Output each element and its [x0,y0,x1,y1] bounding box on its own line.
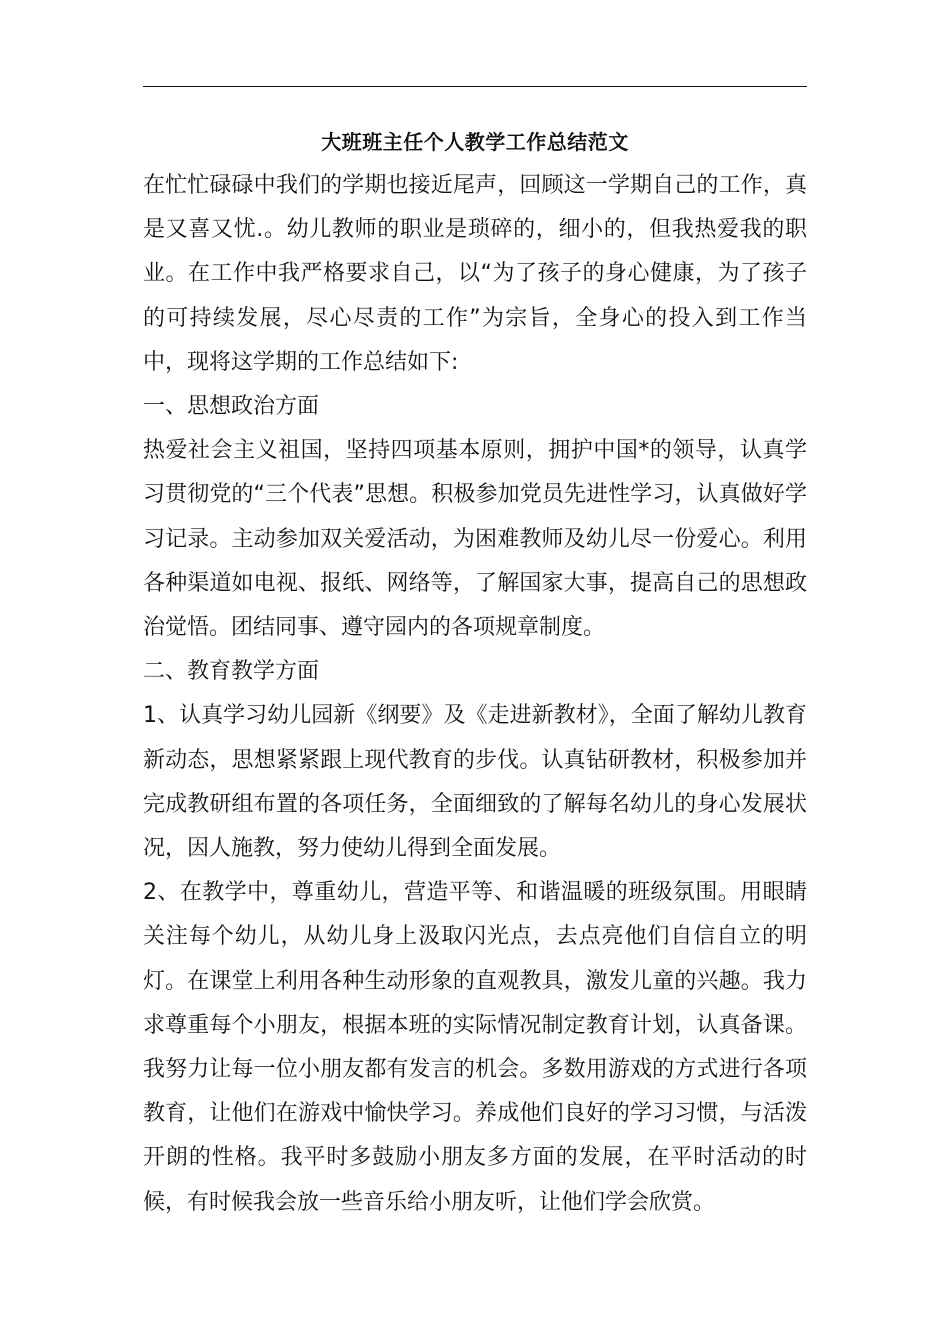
paragraph-teaching-2: 2、在教学中，尊重幼儿，营造平等、和谐温暖的班级氛围。用眼睛关注每个幼儿，从幼儿身上汲取闪光点，去点亮他们自信自立的明灯。在课堂上利用各种生动形象的直观教具，激发儿童的兴趣。我力求尊重每个小朋友，根据本班的实际情况制定教育计划，认真备课。我努力让每一位小朋友都有发言的机会。多数用游戏的方式进行各项教育，让他们在游戏中愉快学习。养成他们良好的学习习惯，与活泼开朗的性格。我平时多鼓励小朋友多方面的发展，在平时活动的时候，有时候我会放一些音乐给小朋友听，让他们学会欣赏。 [143,880,807,1215]
paragraph-teaching-1: 1、认真学习幼儿园新《纲要》及《走进新教材》，全面了解幼儿教育新动态，思想紧紧跟上现代教育的步伐。认真钻研教材，积极参加并完成教研组布置的各项任务，全面细致的了解每名幼儿的身心发展状况，因人施教，努力使幼儿得到全面发展。 [143,703,807,862]
section-heading-teaching: 二、教育教学方面 [143,659,320,685]
paragraph-politics: 热爱社会主义祖国，坚持四项基本原则，拥护中国*的领导，认真学习贯彻党的“三个代表”思想。积极参加党员先进性学习，认真做好学习记录。主动参加双关爱活动，为困难教师及幼儿尽一份爱心。利用各种渠道如电视、报纸、网络等，了解国家大事，提高自己的思想政治觉悟。团结同事、遵守园内的各项规章制度。 [143,438,807,641]
document-body [143,164,807,1225]
section-heading-politics: 一、思想政治方面 [143,394,320,420]
paragraph-intro: 在忙忙碌碌中我们的学期也接近尾声，回顾这一学期自己的工作，真是又喜又忧.。幼儿教师的职业是琐碎的，细小的，但我热爱我的职业。在工作中我严格要求自己，以“为了孩子的身心健康，为了孩子的可持续发展，尽心尽责的工作”为宗旨，全身心的投入到工作当中，现将这学期的工作总结如下: [143,173,807,375]
header-rule [143,86,807,87]
document-title: 大班班主任个人教学工作总结范文 [321,130,629,154]
